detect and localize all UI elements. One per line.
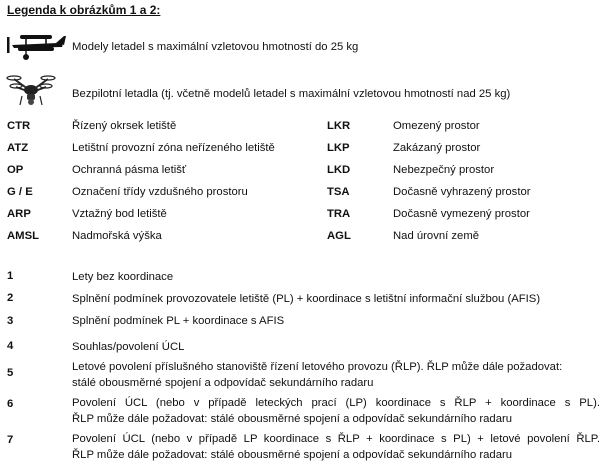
item-text: Letové povolení příslušného stanoviště řízení letového provozu (ŘLP). ŘLP může dále požadovat: stálé obousměrné spojení a odpovídač sekundárního radaru (72, 361, 563, 389)
abbr-desc: Nad úrovní země (393, 230, 480, 242)
abbr-desc: Nadmořská výška (72, 230, 162, 242)
abbr-code: LKR (327, 120, 351, 132)
abbr-code: CTR (7, 120, 31, 132)
biplane-icon (6, 32, 68, 62)
drone-label: Bezpilotní letadla (tj. včetně modelů letadel s maximální vzletovou hmotností nad 25 kg) (72, 88, 511, 100)
abbr-code: OP (7, 164, 24, 176)
item-number: 7 (7, 434, 14, 446)
abbr-code: AGL (327, 230, 351, 242)
item-number: 6 (7, 398, 14, 410)
abbr-desc: Označení třídy vzdušného prostoru (72, 186, 248, 198)
abbr-desc: Zakázaný prostor (393, 142, 481, 154)
airplane-label: Modely letadel s maximální vzletovou hmotností do 25 kg (72, 41, 359, 53)
abbr-desc: Řízený okrsek letiště (72, 120, 177, 132)
abbr-desc: Omezený prostor (393, 120, 480, 132)
item-text: Splnění podmínek PL + koordinace s AFIS (72, 315, 285, 327)
abbr-code: ARP (7, 208, 31, 220)
item-number: 4 (7, 340, 14, 352)
page-title: Legenda k obrázkům 1 a 2: (7, 3, 161, 17)
abbr-code: LKP (327, 142, 350, 154)
abbr-code: G / E (7, 186, 33, 198)
abbr-desc: Ochranná pásma letišť (72, 164, 187, 176)
abbr-desc: Dočasně vymezený prostor (393, 208, 530, 220)
abbr-desc: Vztažný bod letiště (72, 208, 167, 220)
abbr-code: TSA (327, 186, 350, 198)
abbr-code: ATZ (7, 142, 29, 154)
item-text: Povolení ÚCL (nebo v případě leteckých prací (LP) koordinace s ŘLP + koordinace s PL). ŘLP může dále požadovat: stálé obousměrné spojení a odpovídač sekundárního radaru (72, 397, 600, 425)
abbr-code: LKD (327, 164, 351, 176)
item-text: Povolení ÚCL (nebo v případě LP koordinace s ŘLP + koordinace s PL) + letové povolení ŘLP. ŘLP může dále požadovat: stálé obousměrné spojení a odpovídač sekundárního radaru (72, 433, 600, 461)
item-text: Splnění podmínek provozovatele letiště (PL) + koordinace s letištní informační službou (AFIS) (72, 293, 541, 305)
item-number: 1 (7, 270, 14, 282)
abbr-desc: Letištní provozní zóna neřízeného letiště (72, 142, 275, 154)
abbr-code: AMSL (7, 230, 40, 242)
item-text: Lety bez koordinace (72, 271, 174, 283)
item-number: 3 (7, 315, 14, 327)
item-number: 2 (7, 292, 14, 304)
abbr-desc: Nebezpečný prostor (393, 164, 495, 176)
abbr-desc: Dočasně vyhrazený prostor (393, 186, 531, 198)
drone-icon (6, 72, 56, 108)
abbr-code: TRA (327, 208, 351, 220)
item-number: 5 (7, 367, 14, 379)
item-text: Souhlas/povolení ÚCL (72, 341, 185, 353)
